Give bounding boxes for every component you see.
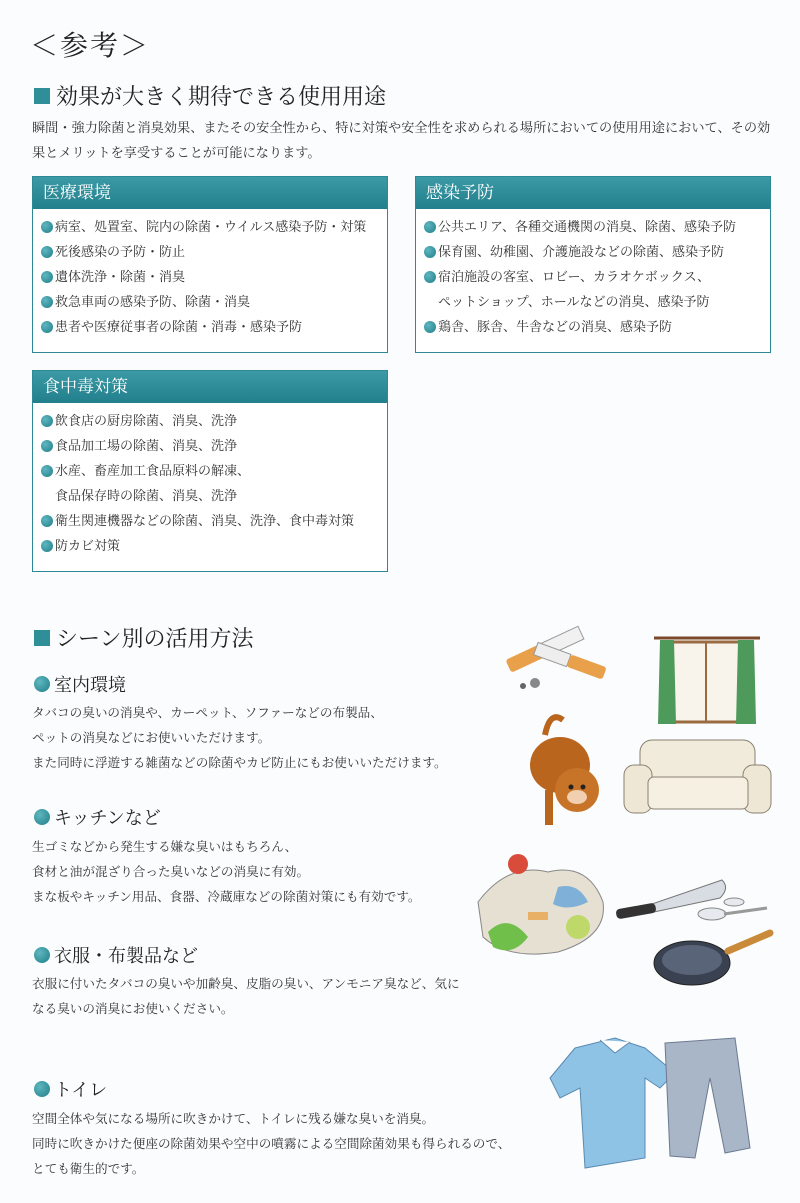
knife-spoon-illustration [612, 868, 772, 928]
card-medical [32, 176, 388, 353]
sofa-illustration [620, 735, 775, 820]
bullet-icon [41, 221, 53, 233]
effects-heading [34, 80, 386, 111]
square-bullet-icon [34, 88, 50, 104]
bullet-icon [34, 676, 50, 692]
list-item: 救急車両の感染予防、除菌・消臭 [41, 290, 387, 315]
list-item: 遺体洗浄・除菌・消臭 [41, 265, 387, 290]
window-curtain-illustration [652, 632, 762, 727]
bullet-icon [41, 540, 53, 552]
scene-clothes-title: 衣服・布製品など [34, 942, 198, 968]
scene-clothes-body: 衣服に付いたタバコの臭いや加齢臭、皮脂の臭い、アンモニア臭など、気に なる臭いの消臭にお使いください。 [32, 976, 460, 1016]
scene-kitchen-body: 生ゴミなどから発生する嫌な臭いはもちろん、 食材と油が混ざり合った臭いなどの消臭に有効。 まな板やキッチン用品、食器、冷蔵庫などの除菌対策にも有効です。 [32, 839, 421, 904]
bullet-icon [41, 296, 53, 308]
intro-line: 果とメリットを享受することが可能になります。 [32, 146, 321, 161]
list-item: 宿泊施設の客室、ロビー、カラオケボックス、 [424, 265, 770, 290]
effects-intro [32, 116, 777, 166]
bullet-icon [424, 246, 436, 258]
list-item: 鶏舎、豚舎、牛舎などの消臭、感染予防 [424, 315, 770, 340]
scene-kitchen-title: キッチンなど [34, 804, 161, 830]
bullet-icon [41, 440, 53, 452]
bullet-icon [41, 321, 53, 333]
square-bullet-icon [34, 630, 50, 646]
scene-indoor-title: 室内環境 [34, 671, 126, 697]
page-title: ＜参考＞ [30, 29, 151, 62]
bullet-icon [34, 1081, 50, 1097]
list-item: 防カビ対策 [41, 534, 387, 559]
card-food-title: 食中毒対策 [33, 371, 387, 403]
cigarette-butts-illustration [495, 608, 630, 693]
scenes-heading-text: シーン別の活用方法 [56, 627, 254, 652]
card-infection [415, 176, 771, 353]
bullet-icon [41, 246, 53, 258]
bullet-icon [424, 221, 436, 233]
bullet-icon [34, 947, 50, 963]
garbage-illustration [468, 842, 613, 962]
list-item: 食品保存時の除菌、消臭、洗浄 [55, 489, 238, 504]
list-item: 死後感染の予防・防止 [41, 240, 387, 265]
list-item: 飲食店の厨房除菌、消臭、洗浄 [41, 409, 387, 434]
dog-illustration [515, 705, 615, 830]
bullet-icon [424, 271, 436, 283]
bullet-icon [424, 321, 436, 333]
list-item: 公共エリア、各種交通機関の消臭、除菌、感染予防 [424, 215, 770, 240]
scene-toilet-body: 空間全体や気になる場所に吹きかけて、トイレに残る嫌な臭いを消臭。 同時に吹きかけた便座の除菌効果や空中の噴霧による空間除菌効果も得られるので、 とても衛生的です。 [32, 1111, 511, 1176]
card-infection-title: 感染予防 [416, 177, 770, 209]
effects-heading-text: 効果が大きく期待できる使用用途 [56, 85, 387, 110]
card-food [32, 370, 388, 572]
clothes-illustration [545, 1028, 760, 1178]
intro-line: 瞬間・強力除菌と消臭効果、またその安全性から、特に対策や安全性を求められる場所においての使用用途において、その効 [32, 121, 771, 136]
frying-pan-illustration [650, 925, 775, 990]
scene-toilet-title: トイレ [34, 1076, 107, 1102]
scene-indoor-body: タバコの臭いの消臭や、カーペット、ソファーなどの布製品、 ペットの消臭などにお使いいただけます。 また同時に浮遊する雑菌などの除菌やカビ防止にもお使いいただけます。 [32, 705, 447, 770]
list-item: 水産、畜産加工食品原料の解凍、 [41, 459, 387, 484]
bullet-icon [41, 465, 53, 477]
list-item: 患者や医療従事者の除菌・消毒・感染予防 [41, 315, 387, 340]
card-medical-title: 医療環境 [33, 177, 387, 209]
list-item: ペットショップ、ホールなどの消臭、感染予防 [438, 295, 710, 310]
bullet-icon [34, 809, 50, 825]
bullet-icon [41, 415, 53, 427]
scenes-heading [34, 622, 254, 653]
list-item: 衛生関連機器などの除菌、消臭、洗浄、食中毒対策 [41, 509, 387, 534]
list-item: 病室、処置室、院内の除菌・ウイルス感染予防・対策 [41, 215, 387, 240]
bullet-icon [41, 515, 53, 527]
list-item: 食品加工場の除菌、消臭、洗浄 [41, 434, 387, 459]
list-item: 保育園、幼稚園、介護施設などの除菌、感染予防 [424, 240, 770, 265]
bullet-icon [41, 271, 53, 283]
